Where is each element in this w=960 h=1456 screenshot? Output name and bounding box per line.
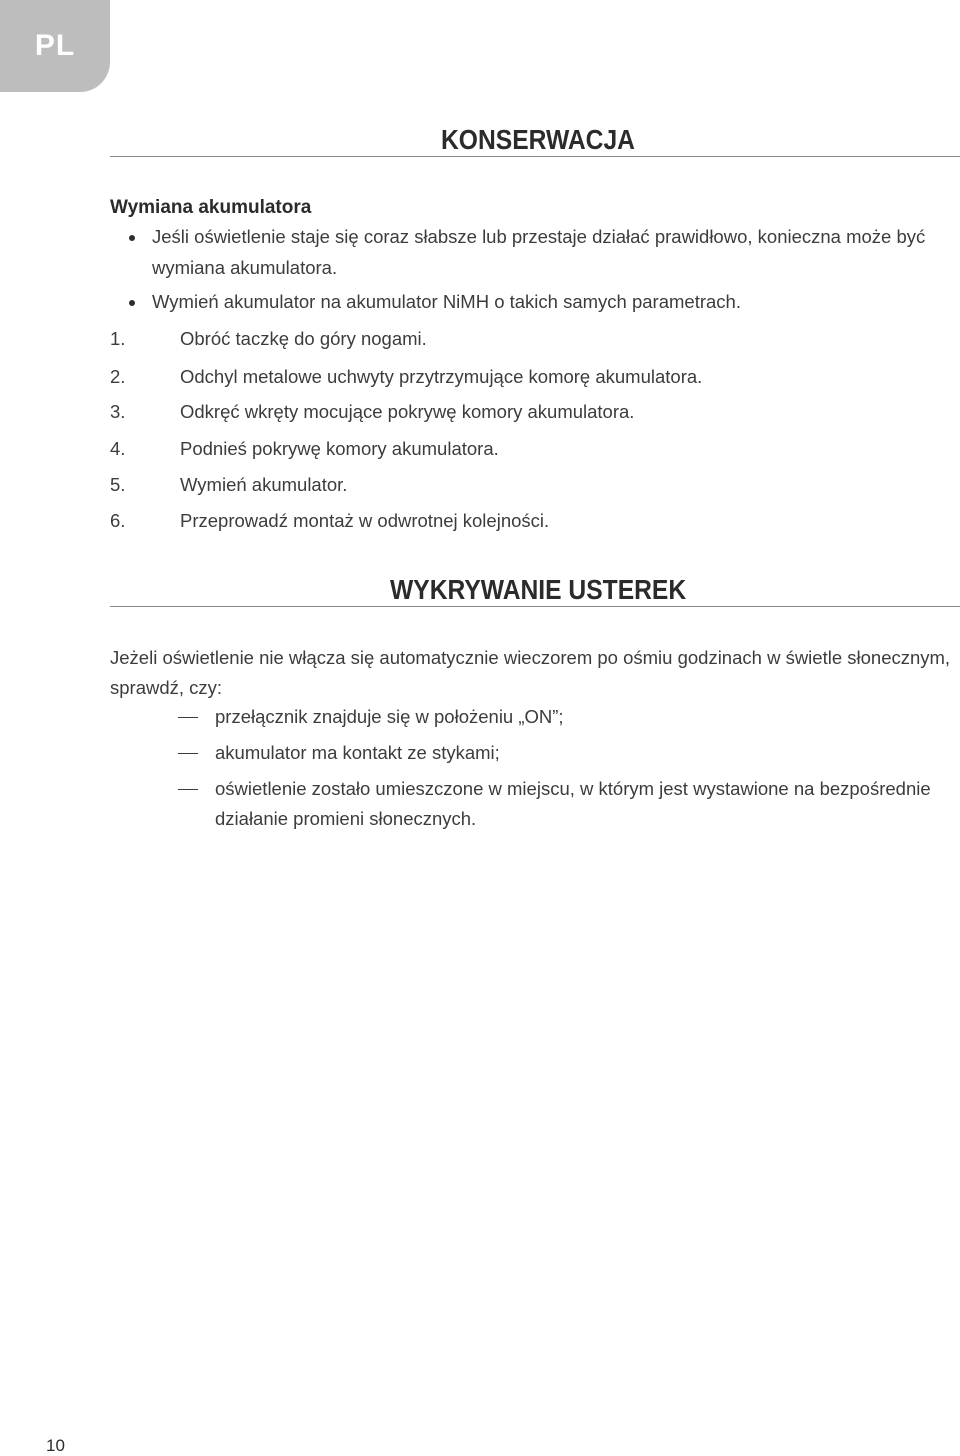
bullet-dot-icon bbox=[129, 300, 135, 306]
bullet-dot-icon bbox=[129, 235, 135, 241]
intro-text: sprawdź, czy: bbox=[110, 677, 223, 698]
bullet-text: Wymień akumulator na akumulator NiMH o takich samych parametrach. bbox=[152, 291, 741, 312]
step-text: Podnieś pokrywę komory akumulatora. bbox=[180, 438, 499, 459]
dash-bullet-icon bbox=[178, 789, 198, 790]
step-text: Odkręć wkręty mocujące pokrywę komory akumulatora. bbox=[180, 401, 635, 422]
step-number: 4. bbox=[110, 438, 126, 459]
step-text: Wymień akumulator. bbox=[180, 474, 348, 495]
step-number: 5. bbox=[110, 474, 126, 495]
check-text: oświetlenie zostało umieszczone w miejscu, w którym jest wystawione na bezpośrednie bbox=[215, 778, 931, 799]
step-number: 6. bbox=[110, 510, 126, 531]
bullet-text: wymiana akumulatora. bbox=[152, 257, 338, 278]
step-number: 2. bbox=[110, 366, 126, 387]
step-text: Odchyl metalowe uchwyty przytrzymujące komorę akumulatora. bbox=[180, 366, 703, 387]
language-tab: PL bbox=[0, 0, 110, 92]
check-text: działanie promieni słonecznych. bbox=[215, 808, 477, 829]
dash-bullet-icon bbox=[178, 753, 198, 754]
subheading-battery-replacement: Wymiana akumulatora bbox=[110, 197, 312, 218]
check-text: przełącznik znajduje się w położeniu „ON”; bbox=[215, 706, 564, 727]
section-title-konserwacja: KONSERWACJA bbox=[441, 124, 635, 155]
step-text: Przeprowadź montaż w odwrotnej kolejności. bbox=[180, 510, 550, 531]
bullet-text: Jeśli oświetlenie staje się coraz słabsze lub przestaje działać prawidłowo, konieczna może być bbox=[152, 226, 926, 247]
page-number: 10 bbox=[46, 1436, 65, 1455]
dash-bullet-icon bbox=[178, 717, 198, 718]
step-number: 3. bbox=[110, 401, 126, 422]
title-divider bbox=[110, 156, 960, 157]
title-divider bbox=[110, 606, 960, 607]
section-title-troubleshooting: WYKRYWANIE USTEREK bbox=[390, 574, 687, 605]
check-text: akumulator ma kontakt ze stykami; bbox=[215, 742, 500, 763]
step-number: 1. bbox=[110, 328, 126, 349]
step-text: Obróć taczkę do góry nogami. bbox=[180, 328, 427, 349]
intro-text: Jeżeli oświetlenie nie włącza się automatycznie wieczorem po ośmiu godzinach w świetle słonecznym, bbox=[110, 647, 951, 668]
